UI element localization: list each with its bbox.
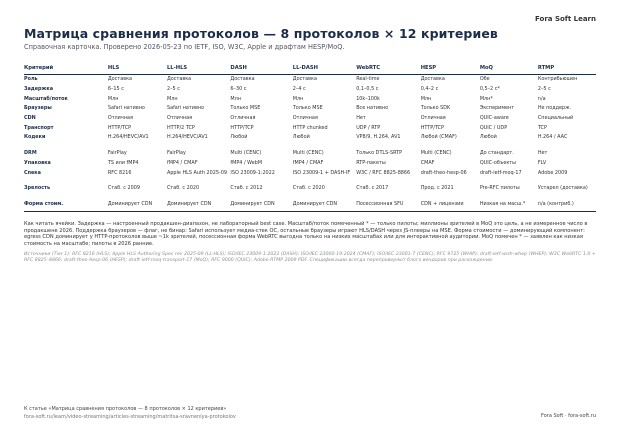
row-criterion-label: Браузеры <box>24 105 52 112</box>
footer-article-title: К статье «Матрица сравнения протоколов — 8 протоколов × 12 критериев» <box>24 406 227 412</box>
column-header-criterion: Критерий <box>24 62 108 75</box>
reading-notes: Как читать ячейки. Задержка — настроенный продакшен-диапазон, не лабораторный best case. Масштаб/поток помеченный * — только пилоты; миллионы зрителей в MoQ это цель, а не измеренное число в продакшене 2026. Поддержка браузеров — флаг, не бинар: Safari использует медиа-стек ОС, остальные браузеры играют HLS/DASH через JS-плееры на MSE. Форма стоимости — доминирующий компонент: egress CDN доминирует у HTTP-протоколов выше ~1k зрителей, посессионная форма WebRTC выгодна только на низких масштабах или для интерактивной аудитории. MoQ помечен * — заявлен как низкая стоимость на масштабе; пилоты в 2026 ранние. <box>24 221 588 247</box>
table-cell: QUIC-aware <box>479 115 509 122</box>
column-header-protocol: MoQ <box>480 62 538 75</box>
table-cell: Доминирует CDN <box>230 200 292 212</box>
table-cell: Млн <box>292 95 304 102</box>
table-cell: 2–5 с <box>166 85 180 92</box>
table-cell: FairPlay <box>107 150 127 157</box>
table-cell: fMP4 / CMAF <box>292 159 324 166</box>
table-cell: Отличная <box>230 115 256 122</box>
table-cell: UDP / RTP <box>356 124 381 131</box>
table-cell: 0,1–0,5 с <box>356 85 379 92</box>
table-cell: FLV <box>537 159 547 166</box>
table-cell: Доминирует CDN <box>167 200 230 212</box>
table-cell: RFC 8216 <box>107 169 132 176</box>
table-row <box>24 123 596 133</box>
table-row <box>24 75 596 85</box>
table-cell: До стандарт. <box>479 150 514 157</box>
table-row <box>24 133 596 149</box>
table-cell: Не поддерж. <box>537 105 572 112</box>
table-cell: Любой <box>479 134 497 141</box>
sources-note: Источники (Tier 1): RFC 8216 (HLS); Apple HLS Authoring Spec rev 2025-09 (LL-HLS); ISO/IEC 23009-1:2022 (DASH); ISO/IEC 23000-19:2024 (CMAF); ISO/IEC 23001-7 (CENC); RFC 9725 (WHIP); draft-ietf-wish-whep (WHEP); W3C WebRTC 1.0 + RFC 8825–8866; draft-theo-hesp-06 (HESP); draft-ietf-moq-transport-17 (MoQ); RFC 9000 (QUIC); Adobe RTMP 2009 PDF. Спецификации всегда перепроверяют блога вендоров при расхождении. <box>24 252 596 263</box>
table-row <box>24 168 596 184</box>
table-cell: Доставка <box>292 76 317 83</box>
table-cell: CDN + лицензии <box>421 200 480 212</box>
table-cell: Доставка <box>420 76 445 83</box>
table-cell: Только SDK <box>420 105 451 112</box>
row-criterion-label: Транспорт <box>24 124 54 131</box>
table-cell: Multi (CENC) <box>230 150 262 157</box>
table-cell: TCP <box>537 124 547 131</box>
table-cell: Устарел (доставка) <box>537 185 588 192</box>
table-cell: CMAF <box>420 159 435 166</box>
table-cell: fMP4 / WebM <box>230 159 263 166</box>
table-cell: Низкая на масш.* <box>480 200 538 212</box>
table-cell: Safari нативно <box>166 105 205 112</box>
table-cell: VP8/9, H.264, AV1 <box>356 134 401 141</box>
table-cell: TS или fMP4 <box>107 159 139 166</box>
table-cell: HTTP/2 TCP <box>166 124 195 131</box>
row-criterion-label: Форма стоим. <box>24 200 108 212</box>
table-cell: Стаб. с 2020 <box>166 185 200 192</box>
table-cell: Отличная <box>420 115 446 122</box>
brand-label: Fora Soft Learn <box>535 15 596 23</box>
table-cell: HTTP chunked <box>292 124 328 131</box>
table-cell: Млн <box>166 95 178 102</box>
table-row <box>24 149 596 159</box>
table-cell: Только MSE <box>292 105 323 112</box>
table-cell: Все нативно <box>356 105 389 112</box>
table-cell: ISO 23009-1 + DASH-IF <box>292 169 351 176</box>
table-cell: Доставка <box>166 76 192 83</box>
row-criterion-label: Зрелость <box>24 185 51 192</box>
table-row <box>24 104 596 114</box>
table-cell: 2–4 с <box>292 85 306 92</box>
row-criterion-label: DRM <box>24 150 37 157</box>
table-cell: Pre-RFC пилоты <box>479 185 520 192</box>
table-cell: Контрибьюшен <box>537 76 578 83</box>
table-cell: Прод. с 2021 <box>420 185 454 192</box>
table-cell: Отличная <box>166 115 193 122</box>
table-cell: Посессионная SFU <box>356 200 421 212</box>
row-criterion-label: Упаковка <box>24 159 51 166</box>
table-cell: HTTP/TCP <box>107 124 132 131</box>
table-cell: Доставка <box>107 76 133 83</box>
table-cell: HTTP/TCP <box>230 124 254 131</box>
table-cell: 2–5 с <box>537 85 551 92</box>
table-header-row <box>24 62 596 75</box>
row-criterion-label: Задержка <box>24 85 54 92</box>
table-cell: Стаб. с 2012 <box>230 185 263 192</box>
table-cell: Стаб. с 2009 <box>107 185 140 192</box>
table-cell: draft-ietf-moq-17 <box>479 169 522 176</box>
row-criterion-label: Роль <box>24 76 38 83</box>
table-cell: Adobe 2009 <box>537 169 568 176</box>
table-cell: Эксперимент <box>479 105 515 112</box>
table-cell: Только MSE <box>230 105 261 112</box>
footer-article-reference <box>24 406 236 421</box>
table-cell: Млн <box>420 95 432 102</box>
table-cell: ISO 23009-1:2022 <box>230 169 275 176</box>
table-row <box>24 94 596 104</box>
table-cell: Нет <box>356 115 366 122</box>
row-criterion-label: Масштаб/поток <box>24 95 68 102</box>
row-criterion-label: Спека <box>24 169 41 176</box>
table-cell: 0,5–2 с* <box>479 85 500 92</box>
table-cell: draft-theo-hesp-06 <box>420 169 467 176</box>
table-cell: Real-time <box>356 76 380 83</box>
table-cell: 10k–100k <box>356 95 380 102</box>
page-subtitle: Справочная карточка. Проверено 2026-05-23 по IETF, ISO, W3C, Apple и драфтам HESP/MoQ. <box>24 43 345 51</box>
table-cell: FairPlay <box>166 150 186 157</box>
table-cell: Обе <box>479 76 490 83</box>
column-header-protocol: HLS <box>108 62 167 75</box>
table-cell: Safari нативно <box>107 105 145 112</box>
footer-article-url[interactable]: fora-soft.ru/learn/video-streaming/articles-streaming/matritsa-sravneniya-protokolov <box>24 413 236 420</box>
table-cell: Отличная <box>292 115 318 122</box>
table-cell: Отличная <box>107 115 133 122</box>
table-cell: Стаб. с 2020 <box>292 185 325 192</box>
row-criterion-label: Кодеки <box>24 134 46 141</box>
table-cell: Только DTLS-SRTP <box>356 150 403 157</box>
table-cell: RTP-пакеты <box>356 159 386 166</box>
table-cell: Млн* <box>479 95 493 102</box>
table-row <box>24 159 596 169</box>
column-header-protocol: RTMP <box>538 62 596 75</box>
page-title: Матрица сравнения протоколов — 8 протоколов × 12 критериев <box>24 26 498 41</box>
table-cell: H.264/HEVC/AV1 <box>107 134 149 141</box>
table-cell: fMP4 / CMAF <box>166 159 198 166</box>
table-cell: Multi (CENC) <box>420 150 452 157</box>
table-cell: Млн <box>107 95 119 102</box>
table-cell: Стаб. с 2017 <box>356 185 389 192</box>
table-cell: Apple HLS Auth 2025-09 <box>166 169 227 176</box>
table-row <box>24 184 596 200</box>
table-body <box>24 75 596 212</box>
table-cell: Нет <box>537 150 548 157</box>
table-cell: Доминирует CDN <box>293 200 356 212</box>
table-cell: Доминирует CDN <box>108 200 167 212</box>
table-cell: Любой <box>230 134 248 141</box>
table-cell: 0,4–2 с <box>420 85 439 92</box>
table-cell: n/a <box>537 95 546 102</box>
table-cell: 6–30 с <box>230 85 247 92</box>
column-header-protocol: LL-DASH <box>293 62 356 75</box>
table-cell: 6–15 с <box>107 85 124 92</box>
table-cell: H.264 / AAC <box>537 134 568 141</box>
table-cell: W3C / RFC 8825-8866 <box>356 169 411 176</box>
column-header-protocol: HESP <box>421 62 480 75</box>
table-cell: n/a (контриб.) <box>538 200 596 212</box>
table-cell: Доставка <box>230 76 255 83</box>
table-cell: QUIC-объекты <box>479 159 517 166</box>
table-row <box>24 85 596 95</box>
table-cell: Любой (CMAF) <box>420 134 457 141</box>
table-row <box>24 114 596 124</box>
footer-site: Fora Soft · fora-soft.ru <box>541 413 596 419</box>
table-cell: Любой <box>292 134 310 141</box>
table-cell: Multi (CENC) <box>292 150 324 157</box>
table-cell: QUIC / UDP <box>479 124 508 131</box>
table-cell: Млн <box>230 95 241 102</box>
column-header-protocol: LL-HLS <box>167 62 230 75</box>
table-cell: Специальный <box>537 115 574 122</box>
column-header-protocol: WebRTC <box>356 62 421 75</box>
table-row <box>24 200 596 212</box>
table-cell: HTTP/TCP <box>420 124 444 131</box>
column-header-protocol: DASH <box>230 62 292 75</box>
row-criterion-label: CDN <box>24 115 36 122</box>
comparison-table <box>24 62 596 212</box>
table-cell: H.264/HEVC/AV1 <box>166 134 208 141</box>
